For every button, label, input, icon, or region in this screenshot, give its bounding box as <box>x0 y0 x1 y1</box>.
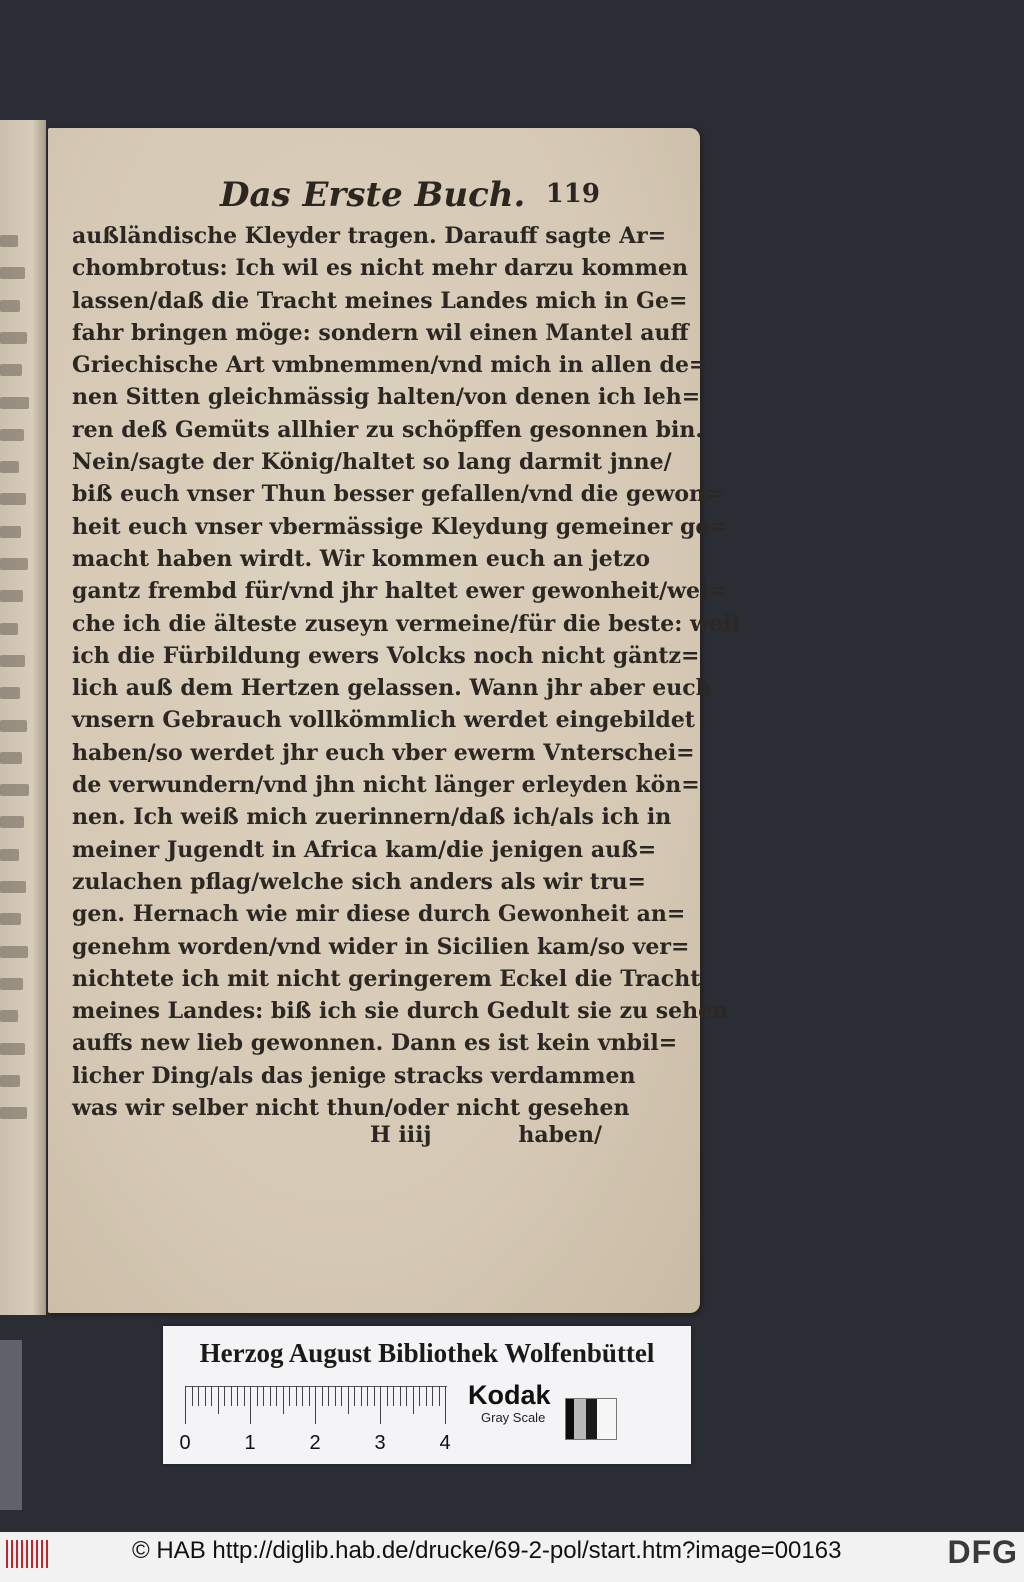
ruler-label: 4 <box>439 1432 451 1454</box>
ruler-tick <box>426 1386 427 1406</box>
facing-page-text-fragment <box>0 590 23 602</box>
facing-page-text-fragment <box>0 429 24 441</box>
ruler-tick <box>224 1386 225 1406</box>
facing-page-text-fragment <box>0 1043 25 1055</box>
facing-page-text-fragment <box>0 655 25 667</box>
kodak-gray-scale-label: Gray Scale <box>481 1410 546 1425</box>
text-line: nen Sitten gleichmässig halten/von denen ich leh= <box>72 384 701 411</box>
ruler-tick <box>231 1386 232 1406</box>
text-line: meines Landes: biß ich sie durch Gedult sie zu sehen <box>72 998 729 1025</box>
facing-page-text-fragment <box>0 300 20 312</box>
ruler-tick <box>380 1386 381 1424</box>
text-line: fahr bringen möge: sondern wil einen Mantel auff <box>72 319 689 346</box>
ruler-tick <box>211 1386 212 1406</box>
ruler-tick <box>296 1386 297 1406</box>
facing-page-text-fragment <box>0 1010 18 1022</box>
ruler-tick <box>309 1386 310 1406</box>
facing-page-text-fragment <box>0 461 19 473</box>
facing-page-text-fragment <box>0 235 18 247</box>
text-line: macht haben wirdt. Wir kommen euch an jetzo <box>72 545 651 572</box>
ruler-tick <box>328 1386 329 1406</box>
facing-page-text-fragment <box>0 1107 27 1119</box>
facing-page-text-fragment <box>0 720 27 732</box>
text-line: lich auß dem Hertzen gelassen. Wann jhr aber euch <box>72 675 712 702</box>
facing-page-text-fragment <box>0 267 25 279</box>
facing-page-text-fragment <box>0 816 24 828</box>
text-line: nichtete ich mit nicht geringerem Eckel die Tracht <box>72 965 701 992</box>
footer-bar <box>0 1532 1024 1582</box>
running-head <box>220 175 600 215</box>
text-line: gantz frembd für/vnd jhr haltet ewer gewonheit/wel= <box>72 578 727 605</box>
text-line: vnsern Gebrauch vollkömmlich werdet eingebildet <box>72 707 695 734</box>
barcode-icon <box>6 1540 48 1568</box>
ruler-tick <box>393 1386 394 1406</box>
ruler-tick <box>335 1386 336 1406</box>
facing-page-text-fragment <box>0 526 21 538</box>
body-text <box>72 220 740 1124</box>
gray-scale-swatch <box>565 1398 617 1440</box>
facing-page-text-fragment <box>0 752 22 764</box>
facing-page-text-fragment <box>0 881 26 893</box>
ruler-tick <box>400 1386 401 1406</box>
text-line: Nein/sagte der König/haltet so lang darmit jnne/ <box>72 449 672 476</box>
ruler-tick <box>244 1386 245 1406</box>
footer-credit: © HAB http://diglib.hab.de/drucke/69-2-pol/start.htm?image=00163 <box>132 1537 842 1564</box>
text-line: was wir selber nicht thun/oder nicht gesehen <box>72 1095 630 1122</box>
facing-page-text-fragment <box>0 978 23 990</box>
ruler-tick <box>276 1386 277 1406</box>
facing-page-text-fragment <box>0 364 22 376</box>
text-line: ren deß Gemüts allhier zu schöpffen gesonnen bin. <box>72 416 703 443</box>
ruler-tick <box>283 1386 284 1414</box>
facing-page-text-fragment <box>0 913 21 925</box>
text-line: nen. Ich weiß mich zuerinnern/daß ich/als ich in <box>72 804 672 831</box>
ruler-tick <box>270 1386 271 1406</box>
ruler-tick <box>432 1386 433 1406</box>
facing-page-text-fragment <box>0 558 28 570</box>
ruler-tick <box>367 1386 368 1406</box>
ruler-tick <box>348 1386 349 1414</box>
page-footer-catchwords <box>72 1122 602 1156</box>
scale-ruler <box>179 1386 451 1462</box>
text-line: haben/so werdet jhr euch vber ewerm Vnterschei= <box>72 739 695 766</box>
ruler-tick <box>406 1386 407 1406</box>
color-reference-card <box>163 1326 691 1464</box>
ruler-tick <box>419 1386 420 1406</box>
ruler-label: 2 <box>309 1432 321 1454</box>
catchword: haben/ <box>518 1122 602 1148</box>
ruler-tick <box>263 1386 264 1406</box>
facing-page-edge <box>0 120 46 1315</box>
ruler-tick <box>289 1386 290 1406</box>
ruler-tick <box>341 1386 342 1406</box>
text-line: chombrotus: Ich wil es nicht mehr darzu kommen <box>72 255 688 282</box>
ruler-tick <box>445 1386 446 1424</box>
text-line: licher Ding/als das jenige stracks verdammen <box>72 1062 636 1089</box>
facing-page-text-fragment <box>0 623 18 635</box>
facing-page-text-fragment <box>0 687 20 699</box>
ruler-tick <box>198 1386 199 1406</box>
text-line: gen. Hernach wie mir diese durch Gewonheit an= <box>72 901 686 928</box>
text-line: außländische Kleyder tragen. Darauff sagte Ar= <box>72 223 667 249</box>
facing-page-text-fragment <box>0 397 29 409</box>
ruler-tick <box>257 1386 258 1406</box>
text-line: meiner Jugendt in Africa kam/die jenigen auß= <box>72 836 657 863</box>
ruler-tick <box>354 1386 355 1406</box>
dfg-logo: DFG <box>947 1534 1018 1570</box>
library-name: Herzog August Bibliothek Wolfenbüttel <box>199 1338 655 1368</box>
ruler-tick <box>250 1386 251 1424</box>
facing-page-text-fragment <box>0 946 28 958</box>
text-line: lassen/daß die Tracht meines Landes mich in Ge= <box>72 287 688 314</box>
facing-page-strip <box>0 1340 22 1510</box>
ruler-tick <box>302 1386 303 1406</box>
facing-page-text-fragment <box>0 1075 20 1087</box>
ruler-tick <box>413 1386 414 1414</box>
ruler-tick <box>205 1386 206 1406</box>
ruler-tick <box>237 1386 238 1406</box>
ruler-tick <box>185 1386 186 1424</box>
facing-page-text-fragment <box>0 493 26 505</box>
ruler-label: 0 <box>179 1432 191 1454</box>
signature-mark: H iiij <box>370 1122 432 1148</box>
running-title: Das Erste Buch. <box>220 175 526 215</box>
facing-page-text-fragment <box>0 784 29 796</box>
ruler-tick <box>374 1386 375 1406</box>
text-line: che ich die älteste zuseyn vermeine/für die beste: weil <box>72 610 740 637</box>
ruler-tick <box>439 1386 440 1406</box>
ruler-tick <box>322 1386 323 1406</box>
ruler-tick <box>387 1386 388 1406</box>
facing-page-text-fragment <box>0 332 27 344</box>
text-line: genehm worden/vnd wider in Sicilien kam/so ver= <box>72 933 690 960</box>
facing-page-text-fragment <box>0 849 19 861</box>
ruler-tick <box>315 1386 316 1424</box>
text-line: de verwundern/vnd jhn nicht länger erleyden kön= <box>72 772 700 799</box>
page-number: 119 <box>545 179 600 209</box>
ruler-tick <box>192 1386 193 1406</box>
text-line: ich die Fürbildung ewers Volcks noch nicht gäntz= <box>72 642 700 669</box>
ruler-label: 3 <box>374 1432 386 1454</box>
text-line: auffs new lieb gewonnen. Dann es ist kein vnbil= <box>72 1030 678 1057</box>
text-line: Griechische Art vmbnemmen/vnd mich in allen de= <box>72 352 708 379</box>
text-line: biß euch vnser Thun besser gefallen/vnd die gewon= <box>72 481 724 508</box>
ruler-tick <box>218 1386 219 1414</box>
ruler-tick <box>361 1386 362 1406</box>
text-line: heit euch vnser vbermässige Kleydung gemeiner ge= <box>72 513 728 540</box>
kodak-logo: Kodak <box>468 1380 551 1410</box>
text-line: zulachen pflag/welche sich anders als wir tru= <box>72 868 646 895</box>
ruler-label: 1 <box>244 1432 256 1454</box>
